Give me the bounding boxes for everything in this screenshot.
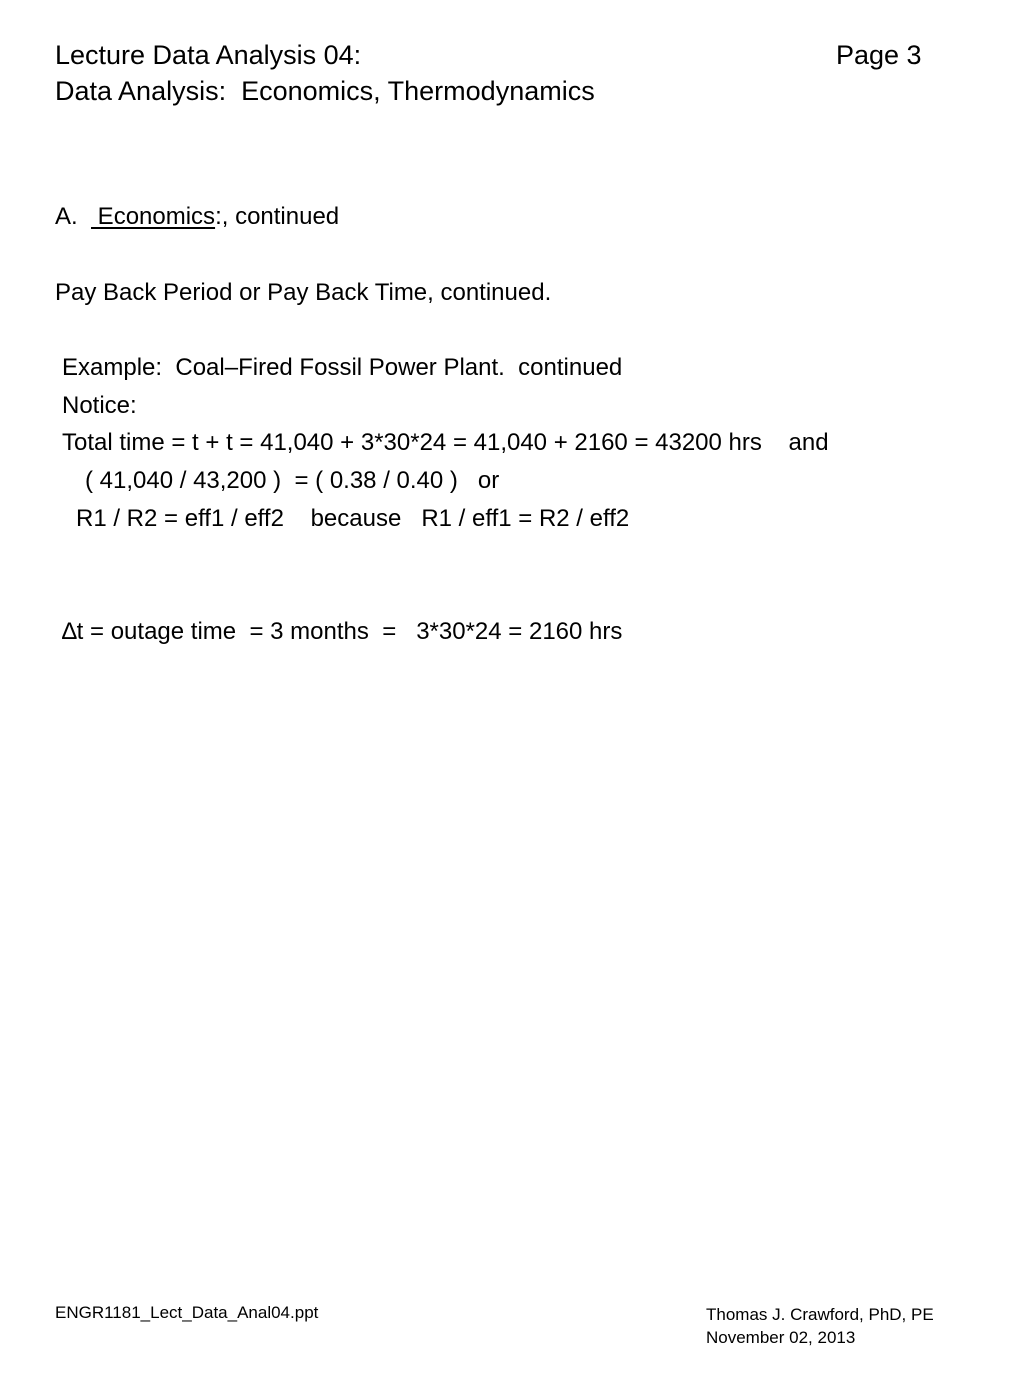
section-prefix: A. (55, 203, 92, 230)
relation-line: R1 / R2 = eff1 / eff2 because R1 / eff1 = R2 / eff2 (76, 505, 630, 532)
section-heading-suffix: :, continued (215, 203, 340, 230)
page-title-line2: Data Analysis: Economics, Thermodynamics (55, 76, 595, 106)
ratio-line: ( 41,040 / 43,200 ) = ( 0.38 / 0.40 ) or (85, 467, 500, 494)
footer-filename: ENGR1181_Lect_Data_Anal04.ppt (55, 1303, 319, 1322)
section-heading (55, 205, 339, 229)
subheading: Pay Back Period or Pay Back Time, continued. (55, 279, 552, 306)
page-number: Page 3 (836, 40, 922, 70)
page-title-line1: Lecture Data Analysis 04: (55, 40, 362, 70)
example-title: Example: Coal–Fired Fossil Power Plant. continued (62, 354, 623, 381)
outage-line: ∆t = outage time = 3 months = 3*30*24 = 2160 hrs (62, 618, 623, 645)
total-time-line: Total time = t + t = 41,040 + 3*30*24 = 41,040 + 2160 = 43200 hrs and (62, 429, 829, 456)
notice-label: Notice: (62, 392, 137, 419)
section-heading-underlined: Economics (91, 203, 216, 230)
footer-date: November 02, 2013 (706, 1328, 856, 1347)
footer-author: Thomas J. Crawford, PhD, PE (706, 1305, 934, 1324)
